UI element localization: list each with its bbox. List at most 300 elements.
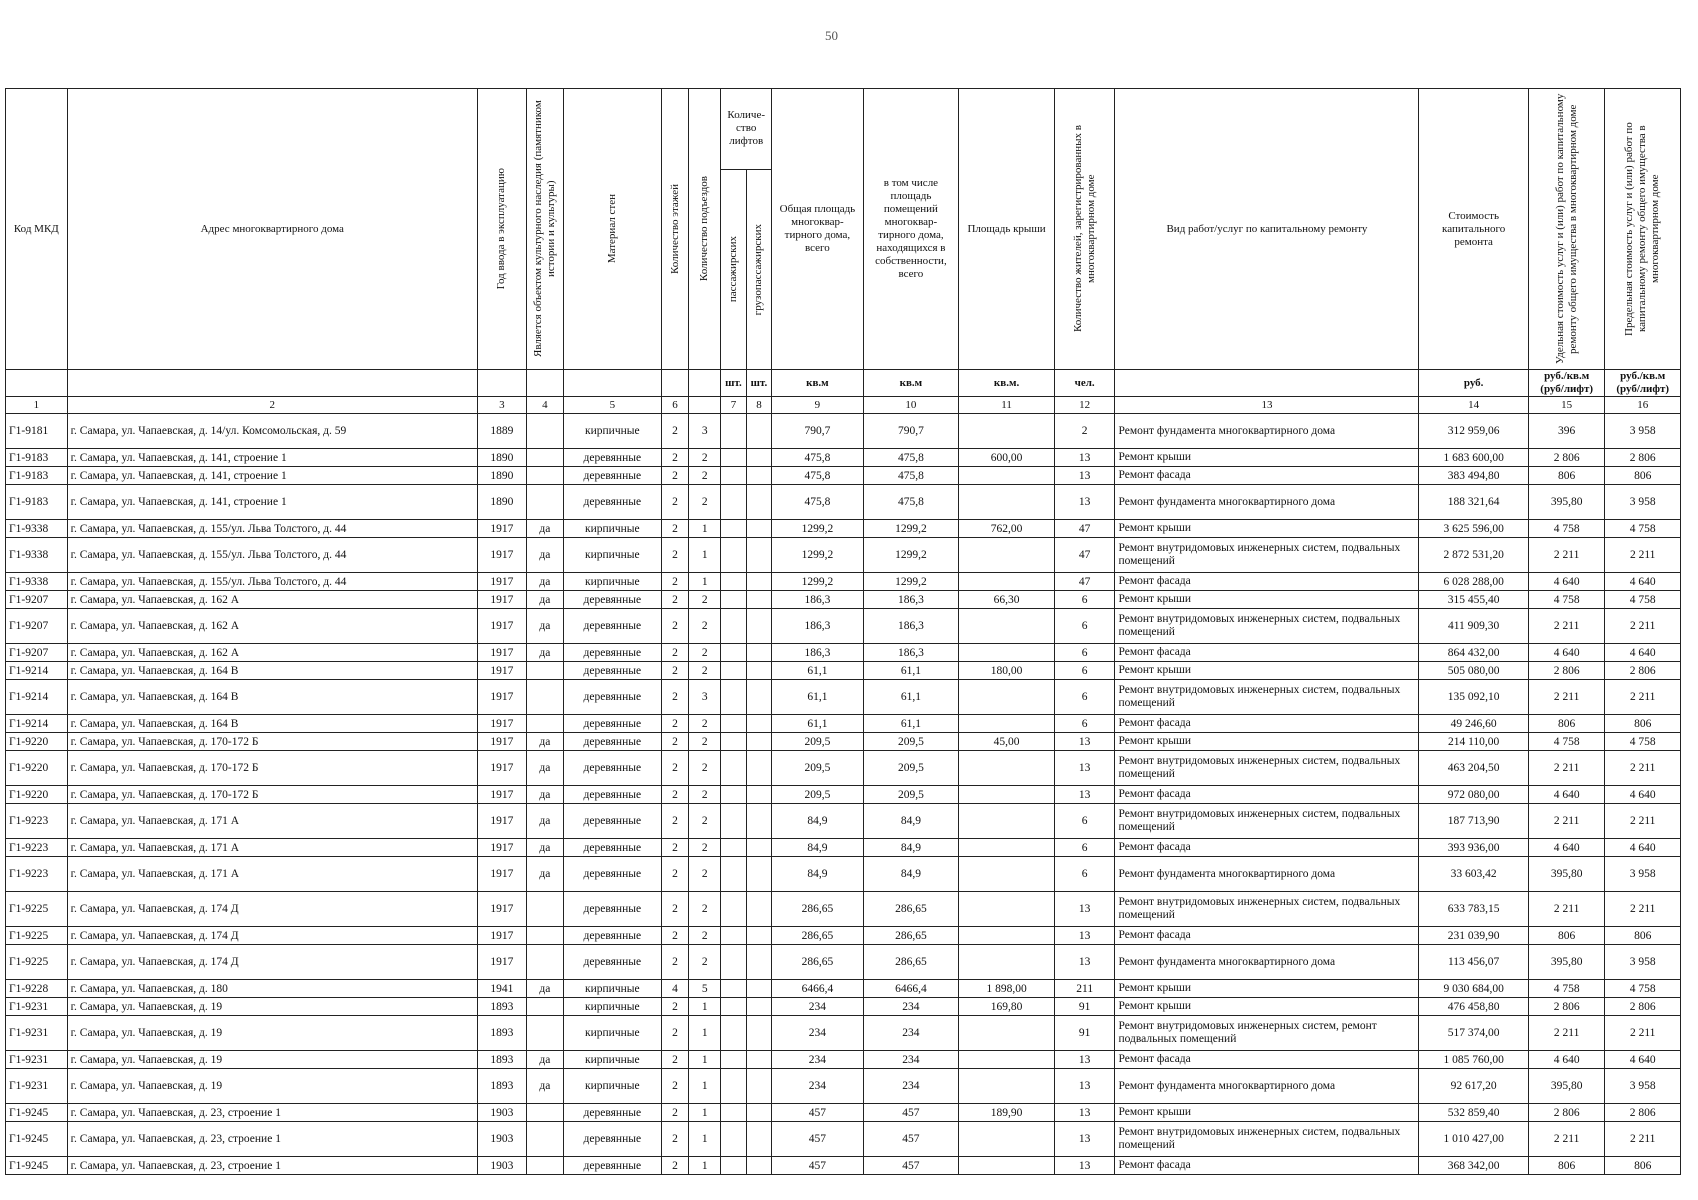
cell-wall-material: деревянные — [563, 609, 661, 644]
col-number: 12 — [1054, 397, 1115, 414]
cell-heritage: да — [526, 1069, 563, 1104]
cell-lifts-pass — [721, 591, 747, 609]
cell-address: г. Самара, ул. Чапаевская, д. 170-172 Б — [67, 751, 477, 786]
cell-entrances: 1 — [689, 1016, 721, 1051]
cell-heritage: да — [526, 733, 563, 751]
cell-wall-material: кирпичные — [563, 1069, 661, 1104]
cell-wall-material: деревянные — [563, 680, 661, 715]
cell-unit-cost: 4 758 — [1528, 980, 1605, 998]
cell-wall-material: деревянные — [563, 715, 661, 733]
cell-floors: 2 — [661, 573, 689, 591]
cell-area-owned: 457 — [863, 1157, 959, 1175]
cell-lifts-cargo — [746, 839, 772, 857]
cell-lifts-cargo — [746, 892, 772, 927]
cell-year: 1917 — [477, 591, 526, 609]
cell-wall-material: кирпичные — [563, 573, 661, 591]
cell-lifts-pass — [721, 839, 747, 857]
header-entrances: Количество подъездов — [689, 89, 721, 370]
header-address: Адрес многоквартирного дома — [67, 89, 477, 370]
cell-year: 1917 — [477, 715, 526, 733]
cell-floors: 2 — [661, 1051, 689, 1069]
cell-year: 1917 — [477, 751, 526, 786]
cell-work-type: Ремонт внутридомовых инженерных систем, подвальных помещений — [1115, 804, 1419, 839]
cell-heritage: да — [526, 573, 563, 591]
cell-work-type: Ремонт крыши — [1115, 520, 1419, 538]
cell-entrances: 2 — [689, 927, 721, 945]
cell-cost: 49 246,60 — [1419, 715, 1528, 733]
cell-residents: 6 — [1054, 591, 1115, 609]
cell-year: 1890 — [477, 467, 526, 485]
cell-work-type: Ремонт фундамента многоквартирного дома — [1115, 945, 1419, 980]
cell-area-owned: 475,8 — [863, 485, 959, 520]
cell-unit-cost: 4 640 — [1528, 1051, 1605, 1069]
cell-roof-area — [959, 538, 1055, 573]
cell-area-owned: 234 — [863, 998, 959, 1016]
cell-cost: 383 494,80 — [1419, 467, 1528, 485]
cell-lifts-pass — [721, 573, 747, 591]
cell-area-owned: 61,1 — [863, 680, 959, 715]
cell-year: 1889 — [477, 414, 526, 449]
cell-lifts-cargo — [746, 804, 772, 839]
cell-area-total: 234 — [772, 1016, 863, 1051]
cell-residents: 13 — [1054, 733, 1115, 751]
cell-entrances: 1 — [689, 538, 721, 573]
col-number: 2 — [67, 397, 477, 414]
cell-wall-material: кирпичные — [563, 414, 661, 449]
cell-area-total: 1299,2 — [772, 538, 863, 573]
cell-wall-material: деревянные — [563, 751, 661, 786]
cell-heritage — [526, 892, 563, 927]
cell-lifts-pass — [721, 804, 747, 839]
cell-floors: 4 — [661, 980, 689, 998]
header-floors: Количество этажей — [661, 89, 689, 370]
cell-kod: Г1-9214 — [6, 680, 68, 715]
header-lifts-cargo: грузопассажирских — [746, 169, 772, 369]
header-area-owned: в том числе площадь помещений многоквар-тирного дома, находящихся в собственности, всего — [863, 89, 959, 370]
cell-area-total: 186,3 — [772, 591, 863, 609]
cell-wall-material: деревянные — [563, 591, 661, 609]
cell-area-owned: 1299,2 — [863, 520, 959, 538]
cell-unit-cost: 2 211 — [1528, 609, 1605, 644]
cell-heritage — [526, 1122, 563, 1157]
cell-entrances: 1 — [689, 520, 721, 538]
cell-year: 1917 — [477, 945, 526, 980]
cell-roof-area: 600,00 — [959, 449, 1055, 467]
cell-address: г. Самара, ул. Чапаевская, д. 162 А — [67, 591, 477, 609]
cell-entrances: 2 — [689, 839, 721, 857]
cell-unit-cost: 395,80 — [1528, 1069, 1605, 1104]
cell-cost: 135 092,10 — [1419, 680, 1528, 715]
cell-floors: 2 — [661, 449, 689, 467]
cell-cost: 214 110,00 — [1419, 733, 1528, 751]
table-row — [6, 573, 1681, 591]
cell-roof-area: 45,00 — [959, 733, 1055, 751]
header-kod: Код МКД — [6, 89, 68, 370]
cell-cost: 33 603,42 — [1419, 857, 1528, 892]
col-number — [689, 397, 721, 414]
cell-limit-cost: 4 758 — [1605, 733, 1681, 751]
cell-work-type: Ремонт фасада — [1115, 1157, 1419, 1175]
cell-lifts-pass — [721, 945, 747, 980]
table-row — [6, 786, 1681, 804]
cell-lifts-cargo — [746, 662, 772, 680]
cell-heritage: да — [526, 804, 563, 839]
cell-residents: 13 — [1054, 892, 1115, 927]
cell-address: г. Самара, ул. Чапаевская, д. 23, строение 1 — [67, 1122, 477, 1157]
cell-residents: 6 — [1054, 715, 1115, 733]
cell-heritage — [526, 467, 563, 485]
cell-area-owned: 209,5 — [863, 751, 959, 786]
cell-heritage: да — [526, 857, 563, 892]
cell-wall-material: деревянные — [563, 804, 661, 839]
cell-unit-cost: 4 640 — [1528, 644, 1605, 662]
cell-area-owned: 186,3 — [863, 609, 959, 644]
cell-address: г. Самара, ул. Чапаевская, д. 23, строение 1 — [67, 1104, 477, 1122]
cell-lifts-pass — [721, 1016, 747, 1051]
cell-area-total: 286,65 — [772, 892, 863, 927]
cell-work-type: Ремонт крыши — [1115, 1104, 1419, 1122]
cell-limit-cost: 3 958 — [1605, 945, 1681, 980]
cell-address: г. Самара, ул. Чапаевская, д. 164 В — [67, 662, 477, 680]
cell-area-owned: 1299,2 — [863, 573, 959, 591]
cell-address: г. Самара, ул. Чапаевская, д. 170-172 Б — [67, 733, 477, 751]
table-row — [6, 1016, 1681, 1051]
cell-wall-material: деревянные — [563, 927, 661, 945]
cell-heritage — [526, 662, 563, 680]
cell-area-owned: 1299,2 — [863, 538, 959, 573]
cell-cost: 476 458,80 — [1419, 998, 1528, 1016]
table-row — [6, 414, 1681, 449]
cell-kod: Г1-9223 — [6, 857, 68, 892]
cell-limit-cost: 2 211 — [1605, 680, 1681, 715]
cell-area-total: 234 — [772, 1069, 863, 1104]
cell-roof-area — [959, 945, 1055, 980]
page-number: 50 — [825, 28, 838, 43]
cell-heritage — [526, 449, 563, 467]
cell-address: г. Самара, ул. Чапаевская, д. 170-172 Б — [67, 786, 477, 804]
cell-floors: 2 — [661, 414, 689, 449]
cell-lifts-pass — [721, 927, 747, 945]
cell-residents: 6 — [1054, 644, 1115, 662]
cell-work-type: Ремонт фасада — [1115, 786, 1419, 804]
cell-address: г. Самара, ул. Чапаевская, д. 141, строение 1 — [67, 485, 477, 520]
cell-floors: 2 — [661, 1104, 689, 1122]
cell-year: 1890 — [477, 485, 526, 520]
cell-residents: 13 — [1054, 945, 1115, 980]
cell-area-total: 286,65 — [772, 927, 863, 945]
unit-area-total: кв.м — [772, 370, 863, 397]
cell-kod: Г1-9338 — [6, 573, 68, 591]
cell-work-type: Ремонт крыши — [1115, 733, 1419, 751]
cell-limit-cost: 3 958 — [1605, 414, 1681, 449]
cell-lifts-pass — [721, 1051, 747, 1069]
cell-lifts-pass — [721, 1069, 747, 1104]
cell-work-type: Ремонт крыши — [1115, 980, 1419, 998]
cell-roof-area — [959, 715, 1055, 733]
cell-area-total: 61,1 — [772, 662, 863, 680]
cell-area-owned: 286,65 — [863, 892, 959, 927]
cell-entrances: 1 — [689, 998, 721, 1016]
cell-wall-material: деревянные — [563, 857, 661, 892]
cell-year: 1917 — [477, 662, 526, 680]
cell-area-total: 457 — [772, 1104, 863, 1122]
table-header — [6, 89, 1681, 414]
cell-work-type: Ремонт внутридомовых инженерных систем, подвальных помещений — [1115, 609, 1419, 644]
cell-unit-cost: 2 806 — [1528, 449, 1605, 467]
cell-lifts-pass — [721, 680, 747, 715]
header-heritage: Является объектом культурного наследия (памятником истории и культуры) — [526, 89, 563, 370]
cell-lifts-cargo — [746, 449, 772, 467]
cell-year: 1893 — [477, 1051, 526, 1069]
cell-wall-material: деревянные — [563, 892, 661, 927]
header-area-total: Общая площадь многоквар-тирного дома, всего — [772, 89, 863, 370]
cell-cost: 532 859,40 — [1419, 1104, 1528, 1122]
header-unit-cost: Удельная стоимость услуг и (или) работ по капитальному ремонту общего имущества в многоквартирном доме — [1528, 89, 1605, 370]
cell-roof-area — [959, 467, 1055, 485]
cell-year: 1917 — [477, 538, 526, 573]
cell-limit-cost: 806 — [1605, 1157, 1681, 1175]
cell-area-total: 475,8 — [772, 485, 863, 520]
cell-limit-cost: 2 211 — [1605, 751, 1681, 786]
cell-area-total: 6466,4 — [772, 980, 863, 998]
cell-lifts-pass — [721, 998, 747, 1016]
cell-entrances: 1 — [689, 1104, 721, 1122]
cell-work-type: Ремонт внутридомовых инженерных систем, ремонт подвальных помещений — [1115, 1016, 1419, 1051]
cell-cost: 2 872 531,20 — [1419, 538, 1528, 573]
cell-kod: Г1-9183 — [6, 467, 68, 485]
cell-lifts-cargo — [746, 680, 772, 715]
cell-work-type: Ремонт внутридомовых инженерных систем, подвальных помещений — [1115, 751, 1419, 786]
cell-wall-material: деревянные — [563, 733, 661, 751]
cell-cost: 315 455,40 — [1419, 591, 1528, 609]
cell-floors: 2 — [661, 804, 689, 839]
cell-wall-material: деревянные — [563, 485, 661, 520]
cell-cost: 312 959,06 — [1419, 414, 1528, 449]
cell-wall-material: деревянные — [563, 1104, 661, 1122]
cell-heritage: да — [526, 520, 563, 538]
col-number: 15 — [1528, 397, 1605, 414]
cell-heritage — [526, 680, 563, 715]
cell-lifts-cargo — [746, 1157, 772, 1175]
cell-lifts-cargo — [746, 945, 772, 980]
cell-lifts-pass — [721, 751, 747, 786]
cell-address: г. Самара, ул. Чапаевская, д. 164 В — [67, 715, 477, 733]
cell-work-type: Ремонт фасада — [1115, 467, 1419, 485]
unit-cost: руб. — [1419, 370, 1528, 397]
cell-cost: 517 374,00 — [1419, 1016, 1528, 1051]
cell-entrances: 1 — [689, 1069, 721, 1104]
cell-year: 1917 — [477, 573, 526, 591]
cell-lifts-pass — [721, 467, 747, 485]
table-row — [6, 998, 1681, 1016]
cell-roof-area — [959, 786, 1055, 804]
cell-wall-material: деревянные — [563, 839, 661, 857]
unit-roof: кв.м. — [959, 370, 1055, 397]
cell-cost: 368 342,00 — [1419, 1157, 1528, 1175]
cell-address: г. Самара, ул. Чапаевская, д. 23, строение 1 — [67, 1157, 477, 1175]
table-row — [6, 945, 1681, 980]
cell-roof-area: 189,90 — [959, 1104, 1055, 1122]
cell-floors: 2 — [661, 892, 689, 927]
cell-kod: Г1-9207 — [6, 609, 68, 644]
cell-limit-cost: 806 — [1605, 715, 1681, 733]
cell-entrances: 2 — [689, 857, 721, 892]
cell-unit-cost: 4 640 — [1528, 573, 1605, 591]
cell-floors: 2 — [661, 609, 689, 644]
cell-lifts-pass — [721, 449, 747, 467]
cell-lifts-cargo — [746, 591, 772, 609]
cell-year: 1893 — [477, 1069, 526, 1104]
cell-residents: 13 — [1054, 1122, 1115, 1157]
cell-entrances: 1 — [689, 1051, 721, 1069]
cell-lifts-cargo — [746, 715, 772, 733]
cell-heritage — [526, 485, 563, 520]
cell-kod: Г1-9245 — [6, 1104, 68, 1122]
cell-cost: 187 713,90 — [1419, 804, 1528, 839]
cell-area-total: 1299,2 — [772, 520, 863, 538]
cell-year: 1917 — [477, 609, 526, 644]
cell-work-type: Ремонт фундамента многоквартирного дома — [1115, 1069, 1419, 1104]
cell-heritage — [526, 1157, 563, 1175]
cell-lifts-cargo — [746, 980, 772, 998]
cell-floors: 2 — [661, 680, 689, 715]
cell-heritage: да — [526, 644, 563, 662]
cell-kod: Г1-9220 — [6, 733, 68, 751]
cell-roof-area — [959, 839, 1055, 857]
cell-limit-cost: 3 958 — [1605, 1069, 1681, 1104]
cell-cost: 1 085 760,00 — [1419, 1051, 1528, 1069]
cell-floors: 2 — [661, 998, 689, 1016]
cell-cost: 188 321,64 — [1419, 485, 1528, 520]
cell-area-total: 209,5 — [772, 751, 863, 786]
cell-kod: Г1-9231 — [6, 1069, 68, 1104]
units-row — [6, 370, 1681, 397]
cell-kod: Г1-9220 — [6, 786, 68, 804]
cell-unit-cost: 4 758 — [1528, 733, 1605, 751]
cell-lifts-pass — [721, 609, 747, 644]
cell-heritage: да — [526, 538, 563, 573]
cell-lifts-cargo — [746, 733, 772, 751]
cell-lifts-cargo — [746, 520, 772, 538]
header-residents: Количество жителей, зарегистрированных в многоквартирном доме — [1054, 89, 1115, 370]
col-number: 9 — [772, 397, 863, 414]
table-row — [6, 980, 1681, 998]
cell-wall-material: кирпичные — [563, 520, 661, 538]
cell-year: 1917 — [477, 520, 526, 538]
cell-wall-material: деревянные — [563, 1122, 661, 1157]
cell-lifts-cargo — [746, 998, 772, 1016]
cell-entrances: 2 — [689, 662, 721, 680]
cell-area-total: 186,3 — [772, 644, 863, 662]
cell-address: г. Самара, ул. Чапаевская, д. 174 Д — [67, 927, 477, 945]
cell-wall-material: кирпичные — [563, 998, 661, 1016]
cell-kod: Г1-9181 — [6, 414, 68, 449]
cell-residents: 6 — [1054, 839, 1115, 857]
cell-address: г. Самара, ул. Чапаевская, д. 141, строение 1 — [67, 449, 477, 467]
cell-residents: 6 — [1054, 857, 1115, 892]
cell-kod: Г1-9183 — [6, 449, 68, 467]
cell-unit-cost: 4 758 — [1528, 591, 1605, 609]
cell-work-type: Ремонт фундамента многоквартирного дома — [1115, 857, 1419, 892]
cell-cost: 6 028 288,00 — [1419, 573, 1528, 591]
cell-year: 1917 — [477, 680, 526, 715]
cell-heritage — [526, 998, 563, 1016]
cell-area-owned: 209,5 — [863, 786, 959, 804]
cell-lifts-pass — [721, 857, 747, 892]
cell-floors: 2 — [661, 945, 689, 980]
cell-address: г. Самара, ул. Чапаевская, д. 171 А — [67, 804, 477, 839]
cell-roof-area — [959, 1069, 1055, 1104]
cell-floors: 2 — [661, 591, 689, 609]
cell-unit-cost: 395,80 — [1528, 945, 1605, 980]
cell-unit-cost: 806 — [1528, 1157, 1605, 1175]
cell-area-owned: 84,9 — [863, 839, 959, 857]
cell-unit-cost: 2 806 — [1528, 1104, 1605, 1122]
cell-cost: 972 080,00 — [1419, 786, 1528, 804]
cell-lifts-cargo — [746, 414, 772, 449]
cell-area-total: 457 — [772, 1157, 863, 1175]
cell-area-owned: 61,1 — [863, 715, 959, 733]
cell-kod: Г1-9245 — [6, 1157, 68, 1175]
cell-lifts-pass — [721, 786, 747, 804]
cell-limit-cost: 2 806 — [1605, 998, 1681, 1016]
cell-area-owned: 457 — [863, 1122, 959, 1157]
cell-work-type: Ремонт фундамента многоквартирного дома — [1115, 414, 1419, 449]
cell-address: г. Самара, ул. Чапаевская, д. 171 А — [67, 839, 477, 857]
table-row — [6, 715, 1681, 733]
cell-area-total: 475,8 — [772, 449, 863, 467]
cell-area-total: 186,3 — [772, 609, 863, 644]
cell-residents: 13 — [1054, 1051, 1115, 1069]
cell-area-owned: 209,5 — [863, 733, 959, 751]
cell-address: г. Самара, ул. Чапаевская, д. 155/ул. Льва Толстого, д. 44 — [67, 573, 477, 591]
cell-residents: 47 — [1054, 520, 1115, 538]
cell-roof-area: 1 898,00 — [959, 980, 1055, 998]
table-row — [6, 644, 1681, 662]
cell-unit-cost: 806 — [1528, 715, 1605, 733]
cell-lifts-cargo — [746, 644, 772, 662]
col-number: 13 — [1115, 397, 1419, 414]
cell-address: г. Самара, ул. Чапаевская, д. 171 А — [67, 857, 477, 892]
cell-unit-cost: 395,80 — [1528, 857, 1605, 892]
cell-year: 1917 — [477, 892, 526, 927]
cell-kod: Г1-9183 — [6, 485, 68, 520]
cell-residents: 6 — [1054, 609, 1115, 644]
cell-residents: 13 — [1054, 1157, 1115, 1175]
cell-roof-area — [959, 927, 1055, 945]
cell-heritage: да — [526, 839, 563, 857]
cell-lifts-pass — [721, 892, 747, 927]
cell-floors: 2 — [661, 1016, 689, 1051]
table-row — [6, 1122, 1681, 1157]
cell-floors: 2 — [661, 662, 689, 680]
cell-address: г. Самара, ул. Чапаевская, д. 174 Д — [67, 892, 477, 927]
cell-area-owned: 286,65 — [863, 927, 959, 945]
cell-entrances: 2 — [689, 892, 721, 927]
col-number: 7 — [721, 397, 747, 414]
cell-area-owned: 234 — [863, 1016, 959, 1051]
table-row — [6, 892, 1681, 927]
cell-address: г. Самара, ул. Чапаевская, д. 155/ул. Льва Толстого, д. 44 — [67, 538, 477, 573]
cell-unit-cost: 2 211 — [1528, 804, 1605, 839]
unit-lift-cargo: шт. — [746, 370, 772, 397]
cell-address: г. Самара, ул. Чапаевская, д. 174 Д — [67, 945, 477, 980]
cell-residents: 13 — [1054, 449, 1115, 467]
cell-entrances: 2 — [689, 449, 721, 467]
cell-lifts-cargo — [746, 538, 772, 573]
cell-roof-area: 762,00 — [959, 520, 1055, 538]
cell-limit-cost: 4 640 — [1605, 644, 1681, 662]
